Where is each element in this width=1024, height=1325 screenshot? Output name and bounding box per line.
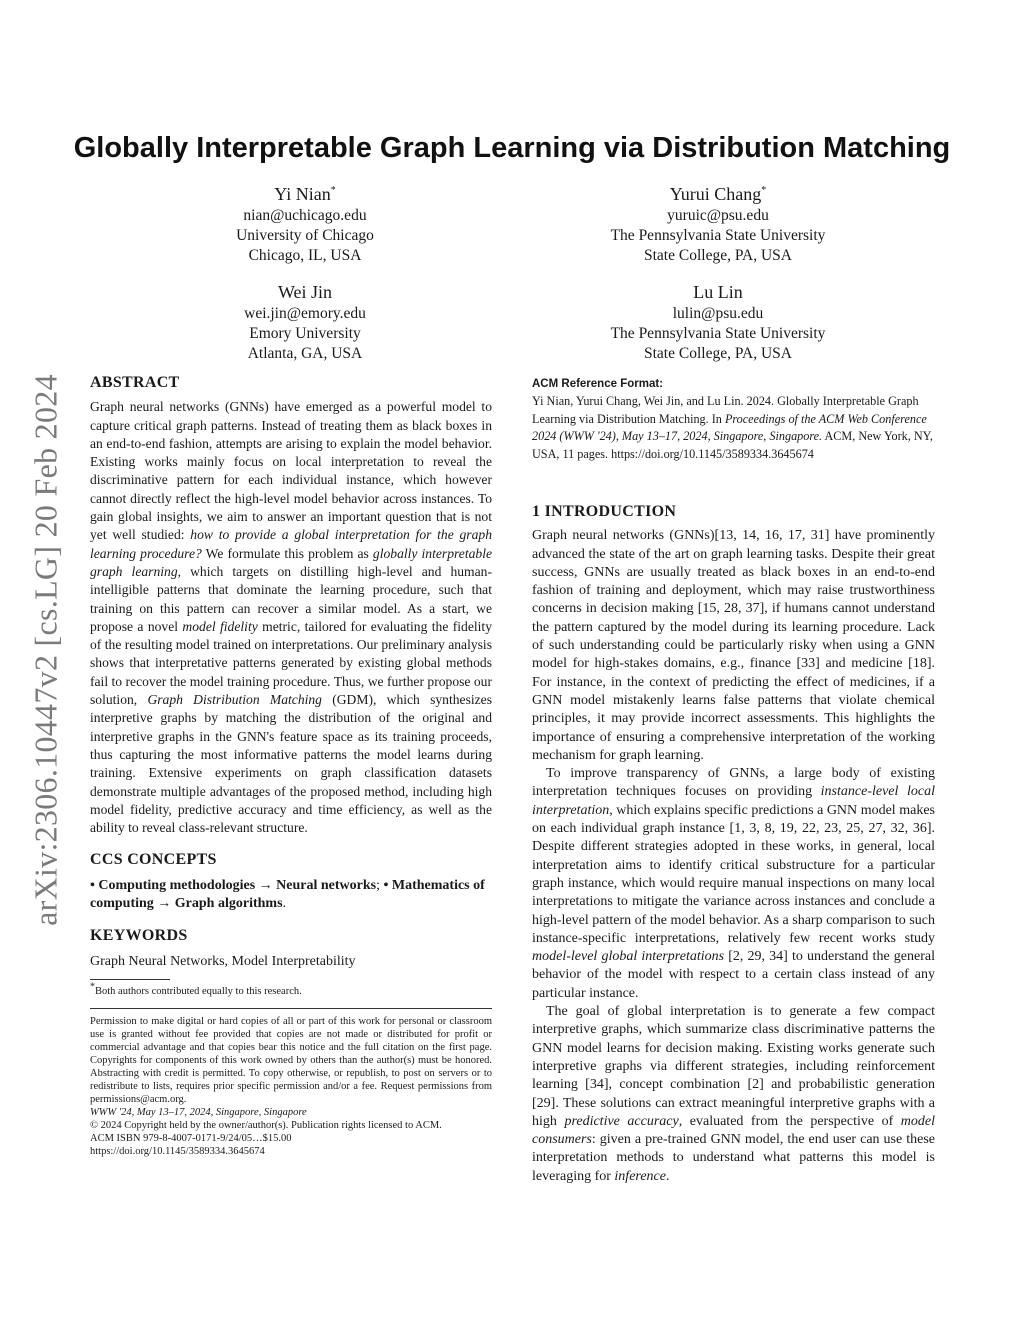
abstract-heading: ABSTRACT [90, 374, 180, 391]
ccs-concepts: • Computing methodologies → Neural networks; • Mathematics of computing → Graph algorithms. [90, 877, 485, 912]
author-block [160, 182, 450, 266]
author-affiliation: University of Chicago [236, 227, 374, 244]
acm-reference [532, 378, 935, 463]
introduction-heading: 1 INTRODUCTION [532, 503, 677, 520]
author-name: Lu Lin [693, 282, 743, 302]
acm-reference-heading: ACM Reference Format: [532, 378, 663, 390]
introduction-section [532, 503, 935, 1186]
equal-contribution-mark: * [761, 185, 767, 196]
acm-reference-text: Yi Nian, Yurui Chang, Wei Jin, and Lu Lin. 2024. Globally Interpretable Graph Learning via Distribution Matching. In Proceedings of the ACM Web Conference 2024 (WWW '24), May 13–17, 2024, Singapore, Singapore. ACM, New York, NY, USA, 11 pages. https://doi.org/10.1145/3589334.3645674 [532, 394, 933, 461]
intro-paragraph: To improve transparency of GNNs, a large body of existing interpretation techniques focuses on providing instance-level local interpretation, which explains specific predictions a GNN model makes on each individual graph instance [1, 3, 8, 19, 22, 23, 25, 27, 32, 36]. Despite different strategies adopted in these works, in general, local interpretation aims to identify critical substructure for a particular graph instance, which would require manual inspections on many local interpretations to mitigate the variance across instances and conclude a high-level pattern of the model behavior. As a sharp comparison to such instance-specific interpretations, relatively few recent works study model-level global interpretations [2, 29, 34] to understand the general behavior of the model with respect to a certain class instead of any particular instance. [532, 766, 935, 1001]
keywords-heading: KEYWORDS [90, 927, 188, 945]
author-location: Atlanta, GA, USA [247, 345, 363, 362]
intro-paragraph: Graph neural networks (GNNs)[13, 14, 16, 17, 31] have prominently advanced the state of the art on graph learning tasks. Despite their great success, GNNs are usually treated as black boxes in an end-to-end fashion of training and deployment, which may raise trustworthiness concerns in decision making [15, 28, 37], if humans cannot understand the pattern captured by the model during its learning procedure. Lack of such understanding could be particularly risky when using a GNN model for high-stakes domains, e.g., finance [33] and medicine [18]. For instance, in the context of predicting the effect of medicines, if a GNN model mistakenly learns false patterns that violate chemical principles, it may provide incorrect assessments. This highlights the importance of ensuring a comprehensive interpretation of the working mechanism for graph learning. [532, 528, 935, 763]
author-name: Yurui Chang [669, 184, 762, 204]
footnote-divider [90, 979, 170, 980]
footnote: *Both authors contributed equally to this research. [90, 981, 302, 997]
abstract-text: Graph neural networks (GNNs) have emerged as a powerful model to capture critical graph patterns. Instead of treating them as black boxes in an end-to-end fashion, attempts are arising to explain the model behavior. Existing works mainly focus on local interpretation to reveal the discriminative pattern for each individual instance, which however cannot directly reflect the high-level model behavior across instances. To gain global insights, we aim to answer an important question that is not yet well studied: how to provide a global interpretation for the graph learning procedure? We formulate this problem as globally interpretable graph learning, which targets on distilling high-level and human-intelligible patterns that dominate the learning procedure, such that training on this pattern can recover a similar model. As a start, we propose a novel model fidelity metric, tailored for evaluating the fidelity of the resulting model trained on interpretations. Our preliminary analysis shows that interpretative patterns generated by existing global methods fail to recover the model training procedure. Thus, we further propose our solution, Graph Distribution Matching (GDM), which synthesizes interpretive graphs by matching the distribution of the original and interpretive graphs in the GNN's feature space as its training proceeds, thus capturing the most informative patterns the model learns during training. Extensive experiments on graph classification datasets demonstrate multiple advantages of the proposed method, including high model fidelity, predictive accuracy and time efficiency, as well as the ability to reveal class-relevant structure. [90, 399, 493, 836]
permission-text: Permission to make digital or hard copies of all or part of this work for personal or classroom use is granted without fee provided that copies are not made or distributed for profit or commercial advantage and that copies bear this notice and the full citation on the first page. Copyrights for components of this work owned by others than the author(s) must be honored. Abstracting with credit is permitted. To copy otherwise, or republish, to post on servers or to redistribute to lists, requires prior specific permission and/or a fee. Request permissions from permissions@acm.org. [90, 1015, 492, 1105]
ccs-heading: CCS CONCEPTS [90, 851, 217, 869]
conference-line: WWW '24, May 13–17, 2024, Singapore, Singapore [90, 1106, 307, 1118]
author-email[interactable]: nian@uchicago.edu [243, 207, 367, 224]
author-affiliation: The Pennsylvania State University [610, 227, 826, 244]
paper-title: Globally Interpretable Graph Learning via Distribution Matching [73, 132, 951, 164]
author-location: State College, PA, USA [644, 345, 792, 362]
copyright-line: © 2024 Copyright held by the owner/author(s). Publication rights licensed to ACM. [90, 1119, 442, 1131]
author-block [160, 280, 450, 364]
permission-block [90, 1015, 492, 1158]
author-block [568, 280, 868, 364]
author-email[interactable]: wei.jin@emory.edu [244, 305, 366, 322]
author-name: Yi Nian [274, 184, 331, 204]
left-column [90, 374, 492, 1158]
doi-link[interactable]: https://doi.org/10.1145/3589334.3645674 [90, 1145, 265, 1157]
author-block [568, 182, 868, 266]
author-location: Chicago, IL, USA [248, 247, 362, 264]
author-affiliation: The Pennsylvania State University [610, 325, 826, 342]
author-name: Wei Jin [277, 282, 333, 302]
author-affiliation: Emory University [249, 325, 361, 342]
permission-divider [90, 1008, 492, 1009]
author-email[interactable]: yuruic@psu.edu [667, 207, 769, 224]
equal-contribution-mark: * [330, 185, 336, 196]
arxiv-sidebar [4, 355, 88, 945]
intro-paragraph: The goal of global interpretation is to generate a few compact interpretive graphs, which summarize class discriminative patterns the GNN model learns for decision making. Existing works generate such interpretive graphs via different strategies, including reinforcement learning [34], concept combination [2] and probabilistic generation [29]. These solutions can extract meaningful interpretive graphs with a high predictive accuracy, evaluated from the perspective of model consumers: given a pre-trained GNN model, the end user can use these interpretation methods to understand what patterns this model is leveraging for inference. [532, 1004, 936, 1184]
author-email[interactable]: lulin@psu.edu [672, 305, 764, 322]
author-location: State College, PA, USA [644, 247, 792, 264]
arxiv-identifier: arXiv:2306.10447v2 [cs.LG] 20 Feb 2024 [27, 374, 64, 926]
isbn-line: ACM ISBN 979-8-4007-0171-9/24/05…$15.00 [90, 1132, 292, 1144]
keywords-text: Graph Neural Networks, Model Interpretability [90, 953, 356, 969]
